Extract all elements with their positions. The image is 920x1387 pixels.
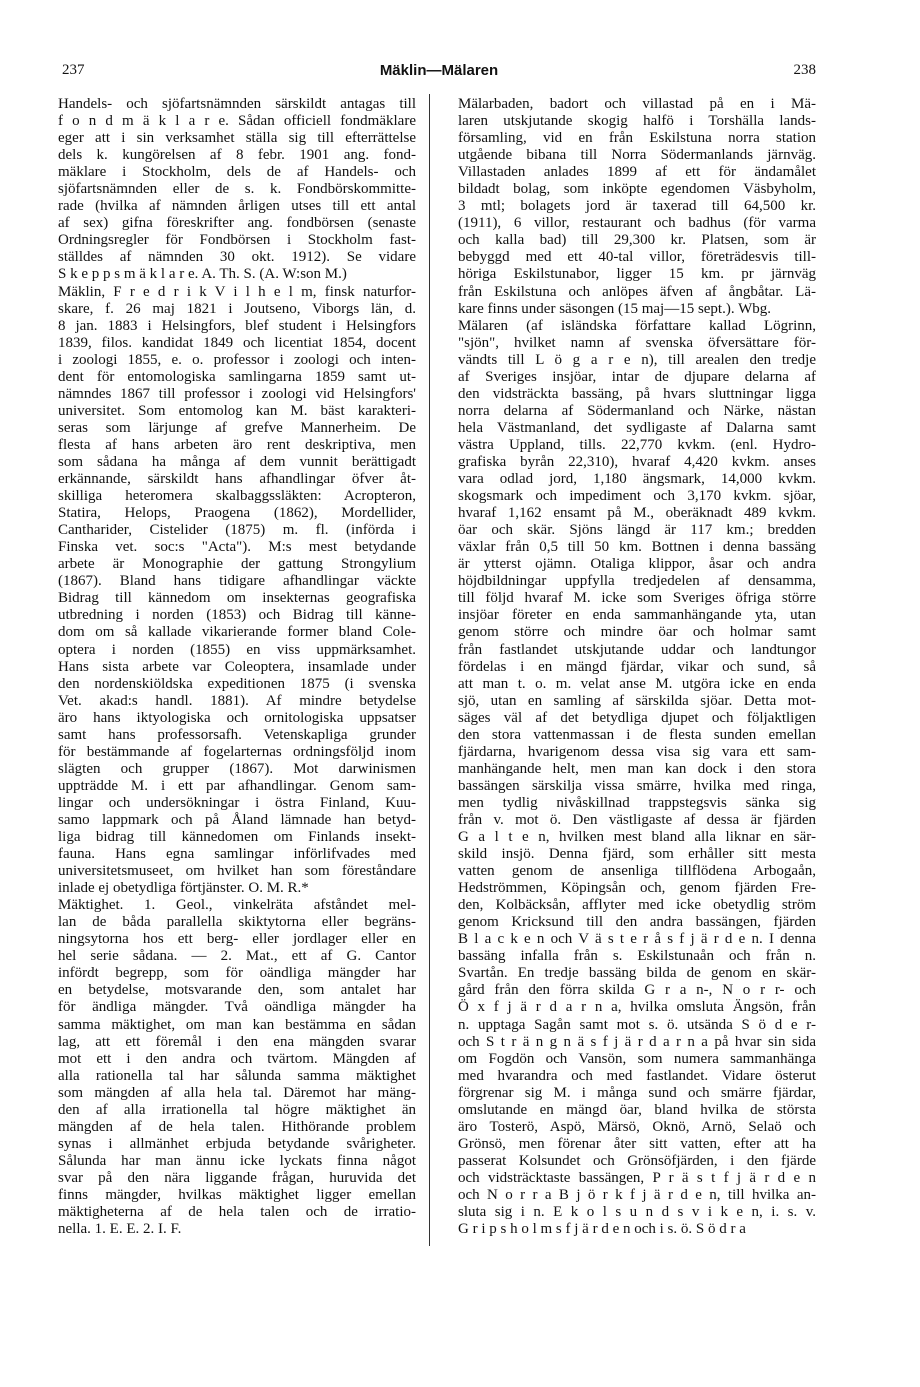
text-line: nämndes 1867 till professor i zoologi vid Helsingfors' [58, 385, 416, 402]
text-line: Mäktighet. 1. Geol., vinkelräta afståndet mel- [58, 897, 416, 914]
text-line: seras som lärjunge af grefve Mannerheim. De [58, 419, 416, 436]
page-number-left: 237 [62, 62, 85, 78]
text-line: Ordningsregler för Fondbörsen i Stockholm fast- [58, 232, 416, 249]
text-line: mot ett i den andra och tvärtom. Mängden af [58, 1050, 416, 1067]
text-line: men tydlig nivåskillnad trappstegsvis sänka sig [458, 794, 816, 811]
text-line: genom Kricksund till den andra bassängen, fjärden [458, 914, 816, 931]
text-line: om Fogdön och Vansön, som numera sammanhänga [458, 1050, 816, 1067]
text-line: utbredning i norden (1853) och Bidrag till känne- [58, 607, 416, 624]
text-line: som sådana ha många af dem vunnit berättigadt [58, 453, 416, 470]
text-line: säges väl af det betydliga djupet och följaktligen [458, 709, 816, 726]
text-line: insjöar företer en enda sammanhängande yta, utan [458, 607, 816, 624]
text-line: Finska vet. soc:s "Acta"). M:s mest betydande [58, 539, 416, 556]
text-line: B l a c k e n och V ä s t e r å s f j ä r d e n. I denna [458, 931, 816, 948]
text-line: hvaraf 1,162 ensamt på M., oberäknadt 489 kvkm. [458, 505, 816, 522]
text-line: en betydelse, motsvarande den, som antalet har [58, 982, 416, 999]
text-line: Mälarbaden, badort och villastad på en i Mä- [458, 96, 816, 112]
text-line: Bidrag till kännedom om insekternas geografiska [58, 590, 416, 607]
text-line: norra delarna af Södermanland och Närke, nästan [458, 402, 816, 419]
text-line: Sålunda har man ännu icke lyckats finna något [58, 1152, 416, 1169]
text-line: Vet. akad:s handl. 1881). Af mindre betydelse [58, 692, 416, 709]
text-line: Statira, Helops, Praogena (1862), Mordellider, [58, 505, 416, 522]
text-line: omslutande en mängd öar, bland hvilka de största [458, 1101, 816, 1118]
text-line: Svartån. En tredje bassäng bilda de genom en skär- [458, 965, 816, 982]
text-line: (1867). Bland hans tidigare afhandlingar väckte [58, 573, 416, 590]
text-line: 8 jan. 1883 i Helsingfors, blef student i Helsingfors [58, 317, 416, 334]
text-line: grafiska byrån 22,310), hvaraf 4,420 kvkm. anses [458, 453, 816, 470]
text-line: Villastaden anlades 1899 af ett för ändamålet [458, 164, 816, 181]
text-line: laren utskjutande skogig halfö i Torshälla lands- [458, 113, 816, 130]
text-line: höriga Eskilstunabor, ligger 15 km. pr järnväg [458, 266, 816, 283]
text-line: svar på den nära liggande frågan, huruvida det [58, 1169, 416, 1186]
column-divider [429, 94, 430, 1246]
text-line: lag, att ett föremål i den ena mängden svarar [58, 1033, 416, 1050]
text-line: sluta sig i n. E k o l s u n d s v i k e n, i. s. v. [458, 1204, 816, 1221]
text-line: dent för entomologiska samlingarna 1859 samt ut- [58, 368, 416, 385]
text-line: af sex) gifna föreskrifter ang. fondbörsen (senaste [58, 215, 416, 232]
text-line: äro Tosterö, Aspö, Märsö, Oknö, Arnö, Selaö och [458, 1118, 816, 1135]
text-line: fauna. Hans egna samlingar införlifvades med [58, 846, 416, 863]
running-head: Mäklin—Mälaren [379, 62, 499, 79]
text-line: skilliga heteromera skalbaggssläkten: Acropteron, [58, 488, 416, 505]
text-line: och vidsträcktaste bassängen, P r ä s t f j ä r d e n [458, 1169, 816, 1186]
text-line: G r i p s h o l m s f j ä r d e n och i s. ö. S ö d r a [458, 1221, 746, 1238]
text-line: Handels- och sjöfartsnämnden särskildt antagas till [58, 96, 416, 112]
text-line: mäklare i Stockholm, dels de af Handels- och [58, 164, 416, 181]
text-line: alla rationella tal har sålunda samma mäktighet [58, 1067, 416, 1084]
text-line: mängden af de hela talen. Hithörande problem [58, 1118, 416, 1135]
text-line: eger att i sin verksamhet ställa sig till efterrättelse [58, 130, 416, 147]
text-line: den vidsträckta bassäng, på hvars sluttningar ligga [458, 385, 816, 402]
text-line: Ö x f j ä r d a r n a, hvilka omsluta Ängsön, från [458, 999, 816, 1016]
text-line: västra Uppland, tills. 22,770 kvkm. (enl. Hydro- [458, 436, 816, 453]
text-line: flesta af hans arbeten äro rent deskriptiva, men [58, 436, 416, 453]
text-line: den nordenskiöldska expeditionen 1875 (i svenska [58, 675, 416, 692]
text-line: den stora vattenmassan i de flesta sunden emellan [458, 726, 816, 743]
text-line: kare finns under säsongen (15 maj—15 sept.). Wbg. [458, 300, 771, 317]
text-line: vara odlad jord, 1,180 ängsmark, 14,000 kvkm. [458, 471, 816, 488]
page-number-right: 238 [793, 62, 816, 78]
text-line: synas i allmänhet erbjuda betydande svårigheter. [58, 1135, 416, 1152]
text-line: fördelas i en mängd fjärdar, vikar och sund, så [458, 658, 816, 675]
text-line: växlar från 0,5 till 50 km. Bottnen i denna bassäng [458, 539, 816, 556]
text-line: höjdbildningar uppfylla tredjedelen af densamma, [458, 573, 816, 590]
text-line: erkännande, särskildt hans afhandlingar öfver åt- [58, 471, 416, 488]
text-line: från Eskilstuna och anlöpes äfven af ångbåtar. Lä- [458, 283, 816, 300]
text-line: manhängande helt, men man kan dock i den stora [458, 760, 816, 777]
text-line: "sjön", hvilket namn af svenska öfversättare för- [458, 334, 816, 351]
text-line: (1911), 6 villor, restaurant och badhus (för varma [458, 215, 816, 232]
text-line: är ytterst ojämn. Otaliga klippor, åsar och andra [458, 556, 816, 573]
right-column [458, 96, 816, 1238]
text-line: vatten genom de ansenliga tillflödena Arbogaån, [458, 863, 816, 880]
text-line: och S t r ä n g n ä s f j ä r d a r n a på hvar sin sida [458, 1033, 816, 1050]
text-line: till följd hvaraf M. icke som Sveriges öfriga större [458, 590, 816, 607]
text-line: samma mäktighet, om man kan bestämma en sådan [58, 1016, 416, 1033]
text-line: n. upptaga Sagån samt mot s. ö. utsända S ö d e r- [458, 1016, 816, 1033]
text-line: S k e p p s m ä k l a r e. A. Th. S. (A. W:son M.) [58, 266, 347, 283]
page-header [62, 62, 816, 84]
text-line: 1839, filos. kandidat 1849 och licentiat 1854, docent [58, 334, 416, 351]
text-line: att man t. o. m. velat anse M. utgöra icke en enda [458, 675, 816, 692]
text-line: ningsytorna hos ett berg- eller jordlager eller en [58, 931, 416, 948]
text-line: med hvarandra och med fastlandet. Vidare österut [458, 1067, 816, 1084]
text-line: inlade ej obetydliga förtjänster. O. M. R.* [58, 880, 309, 897]
text-line: optera i norden (1855) en viss uppmärksamhet. [58, 641, 416, 658]
text-line: mäktigheterna af de hela talen och de irratio- [58, 1204, 416, 1221]
text-line: bassäng infalla från s. Eskilstunaån och från n. [458, 948, 816, 965]
text-line: dom om så kallade vikarierande former bland Cole- [58, 624, 416, 641]
text-line: Cantharider, Cistelider (1875) m. fl. (införda i [58, 522, 416, 539]
text-line: den, Kolbäcksån, afflyter med icke obetydlig ström [458, 897, 816, 914]
text-line: finns mängder, hvilkas mäktighet ligger emellan [58, 1187, 416, 1203]
text-line: rade (hvilka af nämnden årligen utses till ett antal [58, 198, 416, 215]
text-line: af Sveriges insjöar, intar de djupare delarna af [458, 368, 816, 385]
text-line: Hedströmmen, Köpingsån och, genom fjärden Fre- [458, 880, 816, 897]
text-line: samt hans professorsafh. Vetenskapliga grunder [58, 726, 416, 743]
text-line: från fastlandet utskjutande uddar och landtungor [458, 641, 816, 658]
text-line: 3 mtl; bolagets jord är taxerad till 64,500 kr. [458, 198, 816, 215]
text-line: sjöfartsnämnden eller de s. k. Fondbörskommitte- [58, 181, 416, 198]
text-line: gård från den förra skilda G r a n-, N o r r- och [458, 982, 816, 999]
text-line: som mängden af alla hela tal. Däremot har mäng- [58, 1084, 416, 1101]
text-line: fjärdarna, hvarigenom dessa visa sig vara ett sam- [458, 743, 816, 760]
text-line: hel serie sådana. — 2. Mat., ett af G. Cantor [58, 948, 416, 965]
text-line: G a l t e n, hvilken mest bland alla liknar en sär- [458, 829, 816, 846]
text-line: skogsmark och impediment och 3,170 kvkm. sjöar, [458, 488, 816, 505]
left-column [58, 96, 416, 1238]
text-line: genom större och mindre öar och holmar samt [458, 624, 816, 641]
text-line: Mälaren (af isländska författare kallad Lögrinn, [458, 317, 816, 334]
text-line: universitet. Som entomolog kan M. bäst karakteri- [58, 402, 416, 419]
text-line: dels k. kungörelsen af 8 febr. 1901 ang. fond- [58, 147, 416, 164]
text-line: och N o r r a B j ö r k f j ä r d e n, till hvilka an- [458, 1187, 816, 1203]
text-line: hela Västmanland, det sydligaste af Dalarna samt [458, 419, 816, 436]
text-line: äro hans iktyologiska och ornitologiska uppsatser [58, 709, 416, 726]
text-line: liga bidrag till kännedomen om Finlands insekt- [58, 829, 416, 846]
text-line: infördt begrepp, som för oändliga mängder har [58, 965, 416, 982]
text-line: bassängen särskilja vissa smärre, hvilka med ringa, [458, 777, 816, 794]
text-line: passerat Kolsundet och Grönsöfjärden, i den fjärde [458, 1152, 816, 1169]
text-line: skare, f. 26 maj 1821 i Joutseno, Viborgs län, d. [58, 300, 416, 317]
text-line: och kalla bad) till 29,300 kr. Platsen, som är [458, 232, 816, 249]
text-line: för bestämmande af fogelarternas ordningsföljd inom [58, 743, 416, 760]
text-line: för ändliga mängder. Två oändliga mängder ha [58, 999, 416, 1016]
text-line: vändts till L ö g a r e n), till arealen den tredje [458, 351, 816, 368]
text-line: slägten och grupper (1867). Mot darwinismen [58, 760, 416, 777]
text-line: arbete är Monographie der gattung Strongylium [58, 556, 416, 573]
text-line: den af alla irrationella tal högre mäktighet än [58, 1101, 416, 1118]
text-line: samo lappmark och på Åland lämnade han betyd- [58, 811, 416, 828]
text-line: bebyggd med ett 40-tal villor, företrädesvis till- [458, 249, 816, 266]
text-line: lingar och undersökningar i östra Finland, Kuu- [58, 794, 416, 811]
text-line: Hans sista arbete var Coleoptera, insamlade under [58, 658, 416, 675]
text-line: utgående bibana till Norra Södermanlands järnväg. [458, 147, 816, 164]
text-line: från v. mot ö. Den västligaste af dessa är fjärden [458, 811, 816, 828]
text-line: öar och skär. Sjöns längd är 117 km.; bredden [458, 522, 816, 539]
text-line: Mäklin, F r e d r i k V i l h e l m, finsk naturfor- [58, 283, 416, 300]
text-line: universitetsmuseet, om hvilket han som föreståndare [58, 863, 416, 880]
text-line: ställdes af nämnden 30 okt. 1912). Se vidare [58, 249, 416, 266]
text-line: bildadt bolag, som inköpte egendomen Väsbyholm, [458, 181, 816, 198]
text-line: församling, vid en från Eskilstuna norra station [458, 130, 816, 147]
text-line: nella. 1. E. E. 2. I. F. [58, 1221, 182, 1238]
text-line: lan de båda parallella skiktytorna eller begräns- [58, 914, 416, 931]
text-line: Grönsö, men förenar åter sitt vatten, efter att ha [458, 1135, 816, 1152]
text-line: f o n d m ä k l a r e. Sådan officiell fondmäklare [58, 113, 416, 130]
text-line: sjö, utan en samling af särskilda sjöar. Detta mot- [458, 692, 816, 709]
text-line: uppträdde M. i ett par afhandlingar. Genom sam- [58, 777, 416, 794]
text-line: i zoologi 1855, e. o. professor i zoologi och inten- [58, 351, 416, 368]
text-line: förgrenar sig M. i många sund och smärre fjärdar, [458, 1084, 816, 1101]
text-line: skild insjö. Denna fjärd, som erhåller sitt mesta [458, 846, 816, 863]
